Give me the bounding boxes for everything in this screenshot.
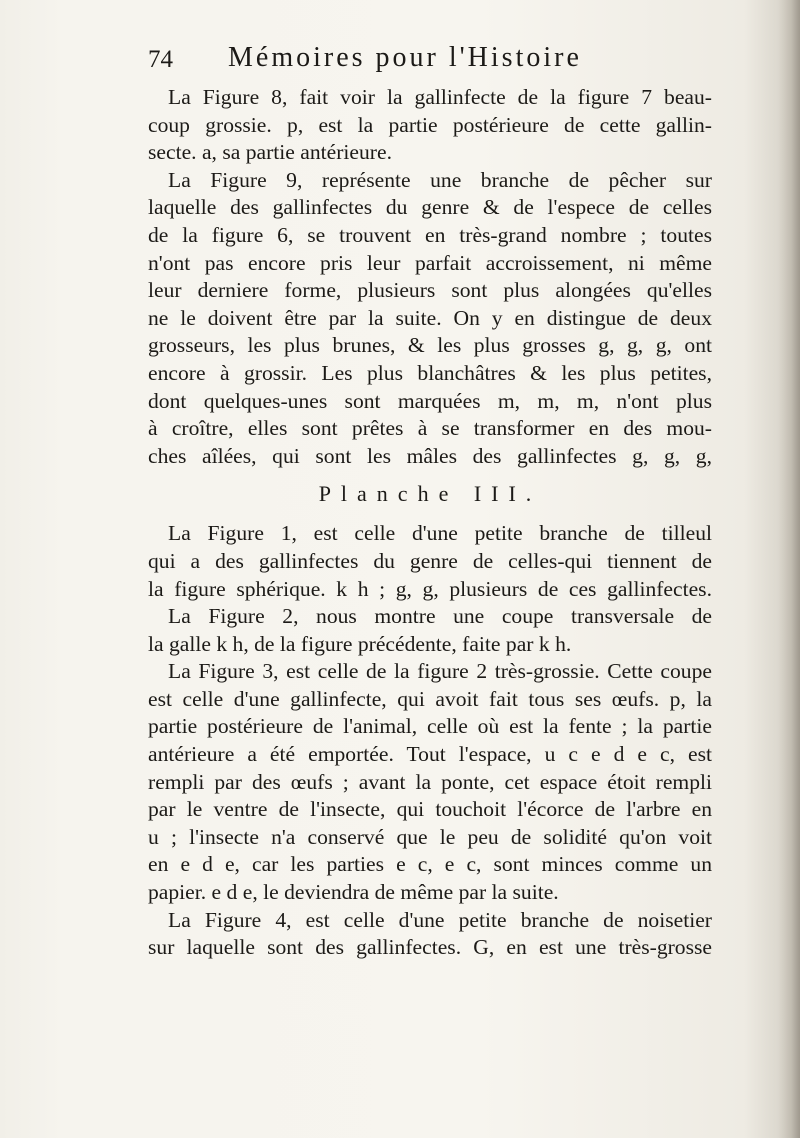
text-line: est celle d'une gallinfecte, qui avoit fait tous ses œufs. p, la: [148, 686, 712, 711]
text-line: encore à grossir. Les plus blanchâtres & les plus petites,: [148, 360, 712, 385]
text-line: rempli par des œufs ; avant la ponte, cet espace étoit rempli: [148, 769, 712, 794]
text-line: en e d e, car les parties e c, e c, sont minces comme un: [148, 852, 712, 877]
text-line: sur laquelle sont des gallinfectes. G, en est une très-grosse: [148, 935, 712, 960]
text-line: qui a des gallinfectes du genre de celles-qui tiennent de: [148, 548, 712, 573]
text-line: de la figure 6, se trouvent en très-grand nombre ; toutes: [148, 222, 712, 247]
text-line: ne le doivent être par la suite. On y en distingue de deux: [148, 305, 712, 330]
text-line: ches aîlées, qui sont les mâles des gallinfectes g, g, g,: [148, 443, 712, 468]
text-line: dont quelques-unes sont marquées m, m, m, n'ont plus: [148, 388, 712, 413]
plate-heading: Planche III.: [318, 481, 542, 507]
page-number: 74: [148, 46, 173, 73]
text-line: secte. a, sa partie antérieure.: [148, 140, 392, 165]
text-line: par le ventre de l'insecte, qui touchoit l'écorce de l'arbre en: [148, 797, 712, 822]
text-line: La Figure 9, représente une branche de pêcher sur: [168, 167, 712, 192]
text-line: antérieure a été emportée. Tout l'espace, u c e d e c, est: [148, 742, 712, 767]
page-edge-shadow: [778, 0, 800, 1138]
running-title: Mémoires pour l'Histoire: [228, 42, 582, 73]
text-line: u ; l'insecte n'a conservé que le peu de solidité qu'on voit: [148, 824, 712, 849]
text-line: papier. e d e, le deviendra de même par la suite.: [148, 880, 559, 905]
text-line: La Figure 2, nous montre une coupe transversale de: [168, 604, 712, 629]
text-line: à croître, elles sont prêtes à se transformer en des mou-: [148, 416, 712, 441]
text-line: partie postérieure de l'animal, celle où est la fente ; la partie: [148, 714, 712, 739]
text-line: la figure sphérique. k h ; g, g, plusieurs de ces gallinfectes.: [148, 576, 712, 601]
text-line: La Figure 1, est celle d'une petite branche de tilleul: [168, 521, 712, 546]
text-line: coup grossie. p, est la partie postérieure de cette gallin-: [148, 112, 712, 137]
text-line: La Figure 4, est celle d'une petite branche de noisetier: [168, 907, 712, 932]
text-line: grosseurs, les plus brunes, & les plus grosses g, g, g, ont: [148, 333, 712, 358]
body-text: [148, 84, 712, 962]
text-line: La Figure 3, est celle de la figure 2 très-grossie. Cette coupe: [168, 659, 712, 684]
text-line: la galle k h, de la figure précédente, faite par k h.: [148, 631, 572, 656]
text-line: leur derniere forme, plusieurs sont plus alongées qu'elles: [148, 278, 712, 303]
text-line: laquelle des gallinfectes du genre & de l'espece de celles: [148, 195, 712, 220]
text-line: La Figure 8, fait voir la gallinfecte de la figure 7 beau-: [168, 85, 712, 109]
text-line: n'ont pas encore pris leur parfait accroissement, ni même: [148, 250, 712, 275]
page-header: [148, 40, 708, 80]
